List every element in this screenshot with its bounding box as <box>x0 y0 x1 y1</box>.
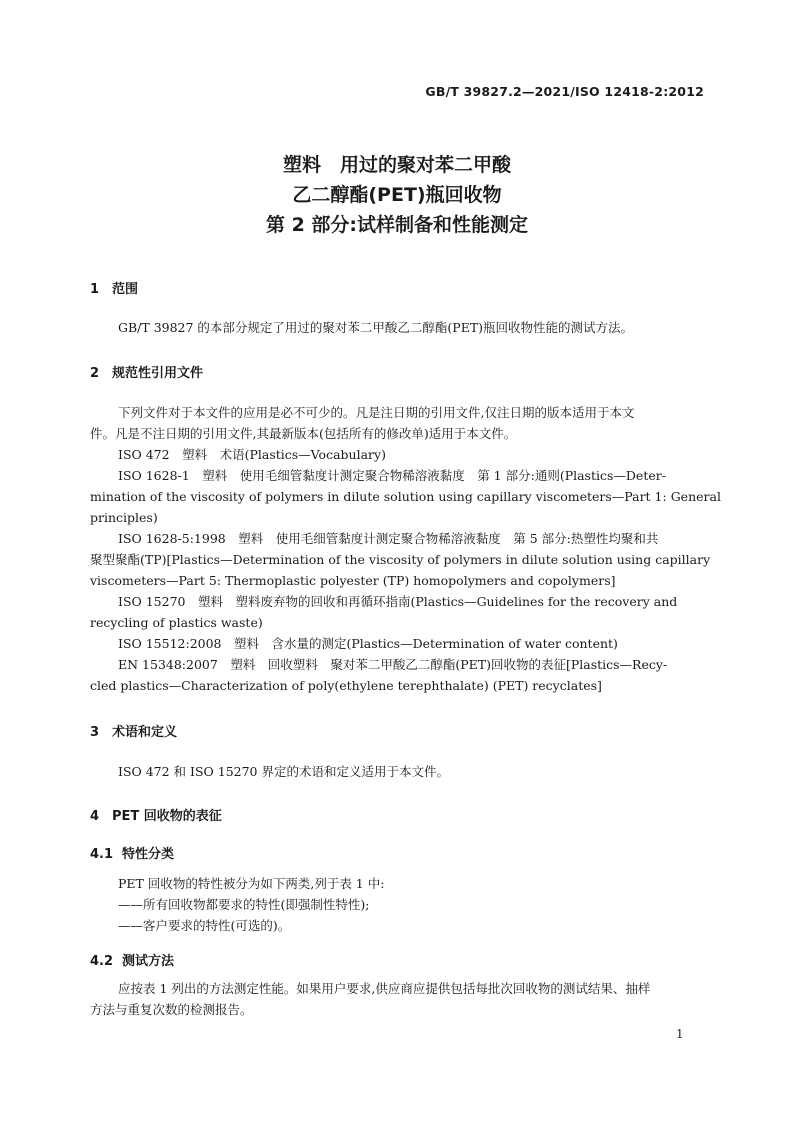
page-number: 1 <box>676 1027 684 1041</box>
title-line-2: 乙二醇酯(PET)瓶回收物 <box>292 184 502 206</box>
paragraph-line: PET 回收物的特性被分为如下两类,列于表 1 中: <box>118 876 385 891</box>
list-item: ——所有回收物都要求的特性(即强制性特性); <box>118 897 370 912</box>
section-4-heading <box>90 805 222 824</box>
section-number: 4 <box>90 809 100 824</box>
reference-item-cont: recycling of plastics waste) <box>90 615 263 630</box>
reference-item: ISO 472 塑料 术语(Plastics—Vocabulary) <box>118 447 386 462</box>
reference-item: ISO 1628-1 塑料 使用毛细管黏度计测定聚合物稀溶液黏度 第 1 部分:通则(Plastics—Deter- <box>118 468 666 483</box>
section-number: 4.1 <box>90 847 114 862</box>
reference-item-cont: cled plastics—Characterization of poly(ethylene terephthalate) (PET) recyclates] <box>90 678 602 693</box>
section-2-heading <box>90 362 203 381</box>
paragraph-line: GB/T 39827 的本部分规定了用过的聚对苯二甲酸乙二醇酯(PET)瓶回收物性能的测试方法。 <box>118 320 634 335</box>
section-3-heading <box>90 721 177 740</box>
reference-item-cont: viscometers—Part 5: Thermoplastic polyester (TP) homopolymers and copolymers] <box>90 573 616 588</box>
section-number: 4.2 <box>90 954 114 969</box>
section-number: 2 <box>90 366 100 381</box>
section-4-1-body <box>90 873 704 936</box>
paragraph-line: 方法与重复次数的检测报告。 <box>90 1002 253 1017</box>
paragraph-line: 应按表 1 列出的方法测定性能。如果用户要求,供应商应提供包括每批次回收物的测试结果、抽样 <box>118 981 651 996</box>
section-title: 测试方法 <box>122 954 175 969</box>
document-title <box>0 150 794 240</box>
section-number: 1 <box>90 282 100 297</box>
section-title: 术语和定义 <box>112 725 178 740</box>
section-1-body <box>90 317 704 338</box>
reference-item: EN 15348:2007 塑料 回收塑料 聚对苯二甲酸乙二醇酯(PET)回收物的表征[Plastics—Recy- <box>118 657 668 672</box>
section-number: 3 <box>90 725 100 740</box>
section-2-body <box>90 402 721 696</box>
section-4-2-body <box>90 978 704 1020</box>
reference-item: ISO 15270 塑料 塑料废弃物的回收和再循环指南(Plastics—Guidelines for the recovery and <box>118 594 678 609</box>
reference-item-cont: mination of the viscosity of polymers in dilute solution using capillary viscometers—Part 1: General <box>90 489 721 504</box>
reference-item: ISO 1628-5:1998 塑料 使用毛细管黏度计测定聚合物稀溶液黏度 第 5 部分:热塑性均聚和共 <box>118 531 659 546</box>
paragraph-line: 件。凡是不注日期的引用文件,其最新版本(包括所有的修改单)适用于本文件。 <box>90 426 517 441</box>
section-4-2-heading <box>90 950 174 969</box>
section-4-1-heading <box>90 843 174 862</box>
section-title: 范围 <box>112 282 139 297</box>
section-title: 特性分类 <box>122 847 175 862</box>
section-1-heading <box>90 278 138 297</box>
paragraph-line: 下列文件对于本文件的应用是必不可少的。凡是注日期的引用文件,仅注日期的版本适用于本文 <box>118 405 635 420</box>
reference-item-cont: principles) <box>90 510 158 525</box>
reference-item: ISO 15512:2008 塑料 含水量的测定(Plastics—Determination of water content) <box>118 636 618 651</box>
list-item: ——客户要求的特性(可选的)。 <box>118 918 291 933</box>
section-title: PET 回收物的表征 <box>112 809 222 824</box>
paragraph-line: ISO 472 和 ISO 15270 界定的术语和定义适用于本文件。 <box>118 764 449 779</box>
standard-number: GB/T 39827.2—2021/ISO 12418-2:2012 <box>425 84 704 99</box>
section-3-body <box>90 761 704 782</box>
title-line-3: 第 2 部分:试样制备和性能测定 <box>265 214 529 236</box>
reference-item-cont: 聚型聚酯(TP)[Plastics—Determination of the viscosity of polymers in dilute solution using capillary <box>90 552 711 567</box>
title-line-1: 塑料 用过的聚对苯二甲酸 <box>282 154 511 176</box>
section-title: 规范性引用文件 <box>112 366 204 381</box>
